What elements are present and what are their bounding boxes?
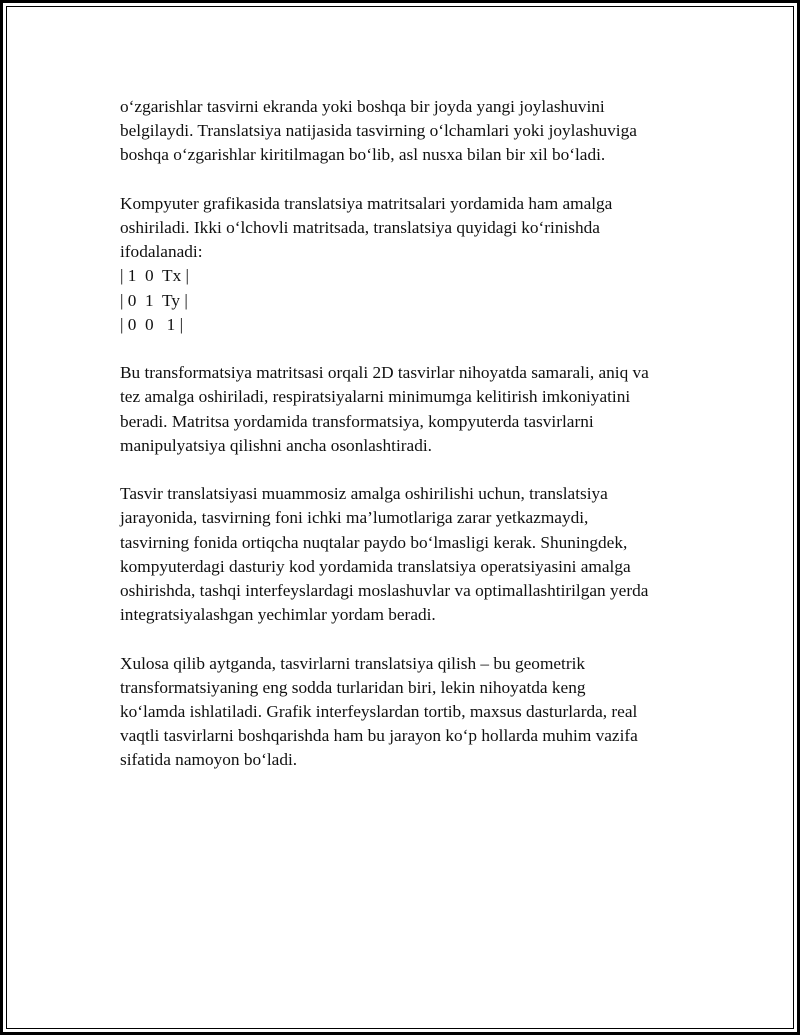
text-line: tez amalga oshiriladi, respiratsiyalarni minimumga kelitirish imkoniyatini: [120, 387, 631, 407]
matrix-row: | 1 0 Tx |: [120, 266, 190, 286]
text-line: Bu transformatsiya matritsasi orqali 2D tasvirlar nihoyatda samarali, aniq va: [120, 363, 649, 383]
text-line: vaqtli tasvirlarni boshqarishda ham bu jarayon ko‘p hollarda muhim vazifa: [120, 726, 638, 746]
text-line: Tasvir translatsiyasi muammosiz amalga oshirilishi uchun, translatsiya: [120, 484, 608, 504]
text-line: o‘zgarishlar tasvirni ekranda yoki boshqa bir joyda yangi joylashuvini: [120, 97, 605, 116]
text-line: jarayonida, tasvirning foni ichki ma’lumotlariga zarar yetkazmaydi,: [120, 508, 589, 528]
paragraph-1: [120, 95, 695, 168]
text-line: sifatida namoyon bo‘ladi.: [120, 750, 298, 770]
paragraph-2: [120, 192, 695, 337]
paragraph-4: [120, 482, 695, 627]
text-line: Kompyuter grafikasida translatsiya matritsalari yordamida ham amalga: [120, 193, 613, 213]
text-line: belgilaydi. Translatsiya natijasida tasvirning o‘lchamlari yoki joylashuviga: [120, 121, 637, 141]
text-line: beradi. Matritsa yordamida transformatsiya, kompyuterda tasvirlarni: [120, 411, 594, 431]
matrix-row: | 0 1 Ty |: [120, 290, 188, 310]
text-line: boshqa o‘zgarishlar kiritilmagan bo‘lib, asl nusxa bilan bir xil bo‘ladi.: [120, 145, 606, 165]
document-body: [120, 95, 695, 797]
text-line: kompyuterdagi dasturiy kod yordamida translatsiya operatsiyasini amalga: [120, 556, 631, 576]
text-line: ifodalanadi:: [120, 242, 203, 262]
matrix-row: | 0 0 1 |: [120, 314, 184, 334]
text-line: manipulyatsiya qilishni ancha osonlashtiradi.: [120, 435, 432, 455]
text-line: oshiriladi. Ikki o‘lchovli matritsada, translatsiya quyidagi ko‘rinishda: [120, 218, 600, 237]
text-line: integratsiyalashgan yechimlar yordam beradi.: [120, 605, 436, 625]
text-line: tasvirning fonida ortiqcha nuqtalar paydo bo‘lmasligi kerak. Shuningdek,: [120, 532, 628, 552]
text-line: oshirishda, tashqi interfeyslardagi moslashuvlar va optimallashtirilgan yerda: [120, 581, 649, 601]
text-line: ko‘lamda ishlatiladi. Grafik interfeyslardan tortib, maxsus dasturlarda, real: [120, 702, 638, 722]
paragraph-3: [120, 361, 695, 458]
text-line: Xulosa qilib aytganda, tasvirlarni translatsiya qilish – bu geometrik: [120, 653, 586, 673]
text-line: transformatsiyaning eng sodda turlaridan biri, lekin nihoyatda keng: [120, 677, 586, 697]
paragraph-5: [120, 652, 695, 773]
